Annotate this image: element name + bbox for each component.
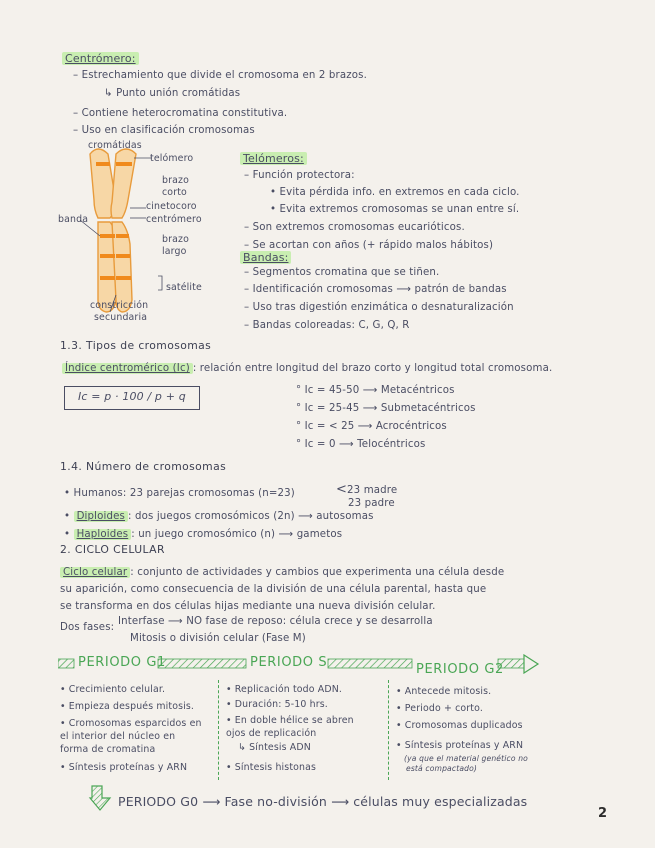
ciclo-line-3: se transforma en dos células hijas mediante una nueva división celular. <box>60 601 436 612</box>
ciclo-label: Ciclo celular <box>60 567 130 578</box>
label-brazo-corto-1: brazo <box>162 175 189 186</box>
haploides-text: : un juego cromosómico (n) ⟶ gametos <box>131 529 343 540</box>
diploides-label: Diploides <box>74 511 128 522</box>
label-constriccion-1: constricción <box>90 300 149 311</box>
numero-heading: 1.4. Número de cromosomas <box>60 460 227 473</box>
g1-item-4: el interior del núcleo en <box>60 731 176 742</box>
telomeros-line-1: – Función protectora: <box>244 170 355 181</box>
label-telomero: telómero <box>150 153 194 164</box>
s-item-2: • Duración: 5-10 hrs. <box>226 699 328 710</box>
ciclo-line-1 <box>60 567 504 579</box>
tipo-metacentricos: ° Ic = 45-50 ⟶ Metacéntricos <box>296 385 455 396</box>
tipo-telocentricos: ° Ic = 0 ⟶ Telocéntricos <box>296 439 426 450</box>
label-banda: banda <box>58 214 89 225</box>
g2-item-3: • Cromosomas duplicados <box>396 720 523 731</box>
telomeros-heading: Telómeros: <box>240 152 307 165</box>
numero-humanos-padre: 23 padre <box>348 498 395 509</box>
periodo-s-title: PERIODO S <box>250 655 328 670</box>
fase-mitosis: Mitosis o división celular (Fase M) <box>130 633 306 644</box>
telomeros-line-3: • Evita extremos cromosomas se unan entre sí. <box>270 204 520 215</box>
numero-haploides: • Haploides : un juego cromosómico (n) ⟶ gametos <box>64 529 343 540</box>
indice-row <box>62 363 552 375</box>
numero-humanos-madre <box>336 482 397 498</box>
label-cinetocoro: cinetocoro <box>146 201 197 212</box>
periodo-g2-title: PERIODO G2 <box>416 662 504 677</box>
g1-item-5: forma de cromatina <box>60 744 156 755</box>
brace-symbol: < <box>336 482 348 497</box>
ciclo-p1: : conjunto de actividades y cambios que experimenta una célula desde <box>130 567 505 578</box>
tipo-acrocentricos: ° Ic = < 25 ⟶ Acrocéntricos <box>296 421 447 432</box>
bandas-line-2: – Identificación cromosomas ⟶ patrón de bandas <box>244 284 507 295</box>
numero-humanos: • Humanos: 23 parejas cromosomas (n=23) <box>64 488 295 499</box>
bandas-line-3: – Uso tras digestión enzimática o desnaturalización <box>244 302 514 313</box>
label-satelite: satélite <box>166 282 202 293</box>
g1-item-3: • Cromosomas esparcidos en <box>60 718 202 729</box>
s-item-1: • Replicación todo ADN. <box>226 684 342 695</box>
madre-text: 23 madre <box>347 485 398 496</box>
separator-2 <box>388 680 389 780</box>
label-constriccion-2: secundaria <box>94 312 148 323</box>
label-centromero: centrómero <box>146 214 202 225</box>
telomeros-line-5: – Se acortan con años (+ rápido malos hábitos) <box>244 240 494 251</box>
label-brazo-largo-1: brazo <box>162 234 189 245</box>
bandas-line-1: – Segmentos cromatina que se tiñen. <box>244 267 440 278</box>
tipo-submetacentricos: ° Ic = 25-45 ⟶ Submetacéntricos <box>296 403 476 414</box>
s-item-6: • Síntesis histonas <box>226 762 317 773</box>
g1-item-2: • Empieza después mitosis. <box>60 701 195 712</box>
indice-text: : relación entre longitud del brazo corto y longitud total cromosoma. <box>192 363 553 374</box>
ciclo-line-2: su aparición, como consecuencia de la división de una célula parental, hasta que <box>60 584 487 595</box>
ciclo-heading: 2. CICLO CELULAR <box>60 543 165 556</box>
haploides-label: Haploides <box>74 529 132 540</box>
g2-note-2: está compactado) <box>406 764 477 773</box>
centromero-line-2: ↳ Punto unión cromátidas <box>104 88 241 99</box>
ciclo-fases: Dos fases: <box>60 622 115 633</box>
centromero-line-1: – Estrechamiento que divide el cromosoma en 2 brazos. <box>73 70 367 81</box>
telomeros-line-4: – Son extremos cromosomas eucarióticos. <box>244 222 465 233</box>
label-brazo-corto-2: corto <box>162 187 187 198</box>
s-item-5: ↳ Síntesis ADN <box>238 742 311 753</box>
g2-item-2: • Periodo + corto. <box>396 703 483 714</box>
g2-item-1: • Antecede mitosis. <box>396 686 492 697</box>
label-cromatidas: cromátidas <box>88 140 142 151</box>
g1-item-1: • Crecimiento celular. <box>60 684 166 695</box>
bandas-heading: Bandas: <box>240 251 291 264</box>
telomeros-line-2: • Evita pérdida info. en extremos en cada ciclo. <box>270 187 520 198</box>
g2-item-4: • Síntesis proteínas y ARN <box>396 740 524 751</box>
periodo-g1-title: PERIODO G1 <box>78 655 166 670</box>
centromero-heading: Centrómero: <box>62 52 139 65</box>
label-brazo-largo-2: largo <box>162 246 187 257</box>
tipos-heading: 1.3. Tipos de cromosomas <box>60 339 212 352</box>
g0-arrow-icon <box>88 784 114 812</box>
s-item-3: • En doble hélice se abren <box>226 715 354 726</box>
centromero-line-4: – Uso en clasificación cromosomas <box>73 125 255 136</box>
fase-interfase: Interfase ⟶ NO fase de reposo: célula crece y se desarrolla <box>118 616 433 627</box>
g2-note-1: (ya que el material genético no <box>404 754 528 763</box>
separator-1 <box>218 680 219 780</box>
diploides-text: : dos juegos cromosómicos (2n) ⟶ autosomas <box>128 511 374 522</box>
numero-diploides: • Diploides : dos juegos cromosómicos (2n) ⟶ autosomas <box>64 511 374 522</box>
centromero-line-3: – Contiene heterocromatina constitutiva. <box>73 108 288 119</box>
periodo-g0-line: PERIODO G0 ⟶ Fase no-división ⟶ células muy especializadas <box>118 794 528 809</box>
formula: Ic = p · 100 / p + q <box>78 390 186 403</box>
g1-item-6: • Síntesis proteínas y ARN <box>60 762 188 773</box>
page-number: 2 <box>598 806 608 821</box>
indice-label: Índice centromérico (Ic) <box>62 363 193 374</box>
bandas-line-4: – Bandas coloreadas: C, G, Q, R <box>244 320 410 331</box>
s-item-4: ojos de replicación <box>226 728 317 739</box>
